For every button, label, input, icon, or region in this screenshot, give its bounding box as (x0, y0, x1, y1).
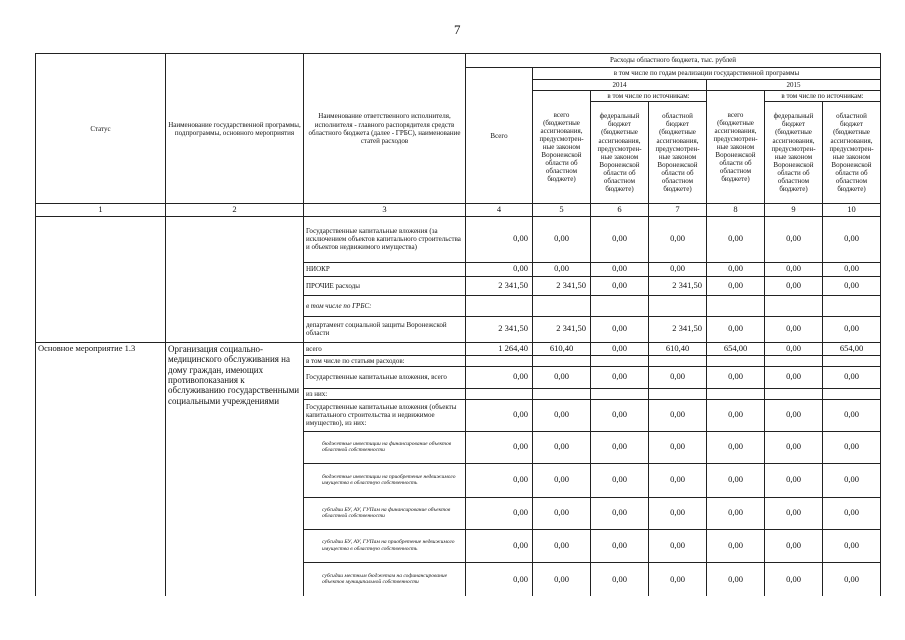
value-cell: 0,00 (765, 342, 823, 355)
value-cell: 0,00 (649, 431, 707, 463)
value-cell: 0,00 (823, 316, 881, 342)
value-cell: 2 341,50 (533, 316, 591, 342)
value-cell: 0,00 (823, 262, 881, 276)
value-cell: 0,00 (707, 562, 765, 596)
header-by-years: в том числе по годам реализации государственной программы (533, 68, 881, 80)
value-cell: 0,00 (466, 431, 533, 463)
budget-table (35, 53, 881, 596)
value-cell: 0,00 (765, 276, 823, 295)
value-cell: 0,00 (649, 262, 707, 276)
value-cell: 0,00 (707, 431, 765, 463)
empty-cell (591, 295, 649, 316)
value-cell: 0,00 (765, 497, 823, 529)
header-regional-2014: областной бюджет (бюджетные ассигнования, предусмотрен-ные законом Воронежской области об областном бюджете) (649, 102, 707, 204)
value-cell: 1 264,40 (466, 342, 533, 355)
header-year-2015: 2015 (707, 80, 881, 91)
value-cell: 2 341,50 (533, 276, 591, 295)
value-cell: 0,00 (533, 529, 591, 562)
value-cell: 0,00 (649, 562, 707, 596)
empty-cell (591, 388, 649, 399)
value-cell: 654,00 (707, 342, 765, 355)
value-cell: 0,00 (591, 216, 649, 262)
row-label: всего (304, 342, 466, 355)
value-cell: 654,00 (823, 342, 881, 355)
row-label: НИОКР (304, 262, 466, 276)
value-cell: 0,00 (466, 529, 533, 562)
value-cell: 0,00 (466, 366, 533, 388)
row-label: субсидии БУ, АУ, ГУПам на финансирование объектов областной собственности (304, 497, 466, 529)
value-cell: 2 341,50 (466, 276, 533, 295)
value-cell: 610,40 (533, 342, 591, 355)
value-cell: 0,00 (591, 316, 649, 342)
value-cell: 0,00 (823, 431, 881, 463)
empty-cell (823, 295, 881, 316)
row-label: в том числе по статьям расходов: (304, 355, 466, 366)
col-number: 8 (707, 204, 765, 217)
value-cell: 0,00 (533, 399, 591, 431)
value-cell: 0,00 (649, 399, 707, 431)
header-all-budget-2015: всего (бюджетные ассигнования, предусмотрен-ные законом Воронежской области об областном бюджете) (707, 91, 765, 204)
col-number: 10 (823, 204, 881, 217)
header-federal-2014: федеральный бюджет (бюджетные ассигнования, предусмотрен-ные законом Воронежской области об областном бюджете) (591, 102, 649, 204)
row-label: бюджетные инвестиции на финансирование объектов областной собственности (304, 431, 466, 463)
row-label: ПРОЧИЕ расходы (304, 276, 466, 295)
empty-cell (765, 295, 823, 316)
value-cell: 0,00 (649, 529, 707, 562)
row-label: из них: (304, 388, 466, 399)
empty-cell (823, 355, 881, 366)
col-number: 3 (304, 204, 466, 217)
value-cell: 0,00 (591, 399, 649, 431)
header-regional-2015: областной бюджет (бюджетные ассигнования, предусмотрен-ные законом Воронежской области об областном бюджете) (823, 102, 881, 204)
value-cell: 0,00 (533, 431, 591, 463)
col-number: 6 (591, 204, 649, 217)
empty-cell (707, 295, 765, 316)
value-cell: 0,00 (649, 366, 707, 388)
row-label: бюджетные инвестиции на приобретение недвижимого имущества в областную собственность (304, 463, 466, 497)
value-cell: 0,00 (591, 497, 649, 529)
empty-cell (466, 295, 533, 316)
value-cell: 2 341,50 (649, 316, 707, 342)
row-label: Государственные капитальные вложения (объекты капитального строительства и недвижимое имущество), из них: (304, 399, 466, 431)
value-cell: 2 341,50 (466, 316, 533, 342)
value-cell: 0,00 (707, 262, 765, 276)
empty-cell (533, 295, 591, 316)
value-cell: 0,00 (765, 366, 823, 388)
program-name-cell: Организация социально-медицинского обслуживания на дому граждан, имеющих противопоказания к обслуживанию государственными социальными учреждениями (166, 342, 304, 596)
header-executor: Наименование ответственного исполнителя, исполнителя - главного распорядителя средств областного бюджета (далее - ГРБС), наименование статей расходов (304, 54, 466, 204)
value-cell: 0,00 (533, 216, 591, 262)
value-cell: 0,00 (765, 316, 823, 342)
value-cell: 0,00 (765, 562, 823, 596)
value-cell: 0,00 (533, 366, 591, 388)
header-federal-2015: федеральный бюджет (бюджетные ассигнования, предусмотрен-ные законом Воронежской области об областном бюджете) (765, 102, 823, 204)
empty-cell (533, 355, 591, 366)
value-cell: 0,00 (707, 497, 765, 529)
value-cell: 0,00 (649, 216, 707, 262)
row-label: в том числе по ГРБС: (304, 295, 466, 316)
page-number: 7 (454, 22, 461, 37)
empty-cell (533, 388, 591, 399)
empty-cell (823, 388, 881, 399)
value-cell: 0,00 (591, 529, 649, 562)
empty-cell (649, 355, 707, 366)
header-total: Всего (466, 68, 533, 204)
value-cell: 0,00 (707, 366, 765, 388)
value-cell: 0,00 (765, 529, 823, 562)
empty-cell (765, 388, 823, 399)
value-cell: 0,00 (591, 431, 649, 463)
value-cell: 0,00 (823, 463, 881, 497)
value-cell: 0,00 (707, 529, 765, 562)
empty-cell (649, 388, 707, 399)
value-cell: 0,00 (707, 276, 765, 295)
row-label: департамент социальной защиты Воронежской области (304, 316, 466, 342)
empty-cell (591, 355, 649, 366)
col-number: 2 (166, 204, 304, 217)
value-cell: 610,40 (649, 342, 707, 355)
value-cell: 0,00 (591, 262, 649, 276)
row-label: субсидии местным бюджетам на софинансирование объектов муниципальной собственности (304, 562, 466, 596)
status-cell: Основное мероприятие 1.3 (36, 342, 166, 596)
value-cell: 0,00 (466, 262, 533, 276)
value-cell: 0,00 (707, 316, 765, 342)
value-cell: 0,00 (533, 262, 591, 276)
header-expenses-title: Расходы областного бюджета, тыс. рублей (466, 54, 881, 68)
value-cell: 0,00 (765, 262, 823, 276)
header-status: Статус (36, 54, 166, 204)
col-number: 9 (765, 204, 823, 217)
header-all-budget-2014: всего (бюджетные ассигнования, предусмотрен-ные законом Воронежской области об областном бюджете) (533, 91, 591, 204)
empty-cell (649, 295, 707, 316)
value-cell: 2 341,50 (649, 276, 707, 295)
value-cell: 0,00 (765, 399, 823, 431)
empty-cell (765, 355, 823, 366)
header-by-sources-2015: в том числе по источникам: (765, 91, 881, 102)
value-cell: 0,00 (707, 463, 765, 497)
column-numbers-row (36, 204, 881, 217)
value-cell: 0,00 (765, 216, 823, 262)
value-cell: 0,00 (823, 562, 881, 596)
col-number: 1 (36, 204, 166, 217)
value-cell: 0,00 (533, 463, 591, 497)
value-cell: 0,00 (466, 399, 533, 431)
value-cell: 0,00 (533, 497, 591, 529)
table-row (36, 216, 881, 262)
value-cell: 0,00 (466, 497, 533, 529)
col-number: 5 (533, 204, 591, 217)
value-cell: 0,00 (591, 463, 649, 497)
value-cell: 0,00 (823, 529, 881, 562)
value-cell: 0,00 (707, 399, 765, 431)
empty-cell (707, 388, 765, 399)
program-cell-empty (166, 216, 304, 342)
value-cell: 0,00 (823, 399, 881, 431)
value-cell: 0,00 (649, 463, 707, 497)
empty-cell (466, 388, 533, 399)
value-cell: 0,00 (591, 276, 649, 295)
row-label: Государственные капитальные вложения, всего (304, 366, 466, 388)
value-cell: 0,00 (765, 463, 823, 497)
value-cell: 0,00 (466, 463, 533, 497)
value-cell: 0,00 (823, 366, 881, 388)
value-cell: 0,00 (466, 216, 533, 262)
value-cell: 0,00 (823, 276, 881, 295)
value-cell: 0,00 (591, 366, 649, 388)
value-cell: 0,00 (591, 562, 649, 596)
header-program-name: Наименование государственной программы, подпрограммы, основного мероприятия (166, 54, 304, 204)
empty-cell (466, 355, 533, 366)
table-row (36, 342, 881, 355)
status-cell-empty (36, 216, 166, 342)
row-label: субсидии БУ, АУ, ГУПам на приобретение недвижимого имущества в областную собственность (304, 529, 466, 562)
header-by-sources-2014: в том числе по источникам: (591, 91, 707, 102)
value-cell: 0,00 (765, 431, 823, 463)
value-cell: 0,00 (466, 562, 533, 596)
value-cell: 0,00 (823, 216, 881, 262)
value-cell: 0,00 (533, 562, 591, 596)
value-cell: 0,00 (707, 216, 765, 262)
empty-cell (707, 355, 765, 366)
value-cell: 0,00 (591, 342, 649, 355)
row-label: Государственные капитальные вложения (за исключением объектов капитального строительства и объектов недвижимого имущества) (304, 216, 466, 262)
value-cell: 0,00 (823, 497, 881, 529)
col-number: 4 (466, 204, 533, 217)
value-cell: 0,00 (649, 497, 707, 529)
col-number: 7 (649, 204, 707, 217)
header-year-2014: 2014 (533, 80, 707, 91)
